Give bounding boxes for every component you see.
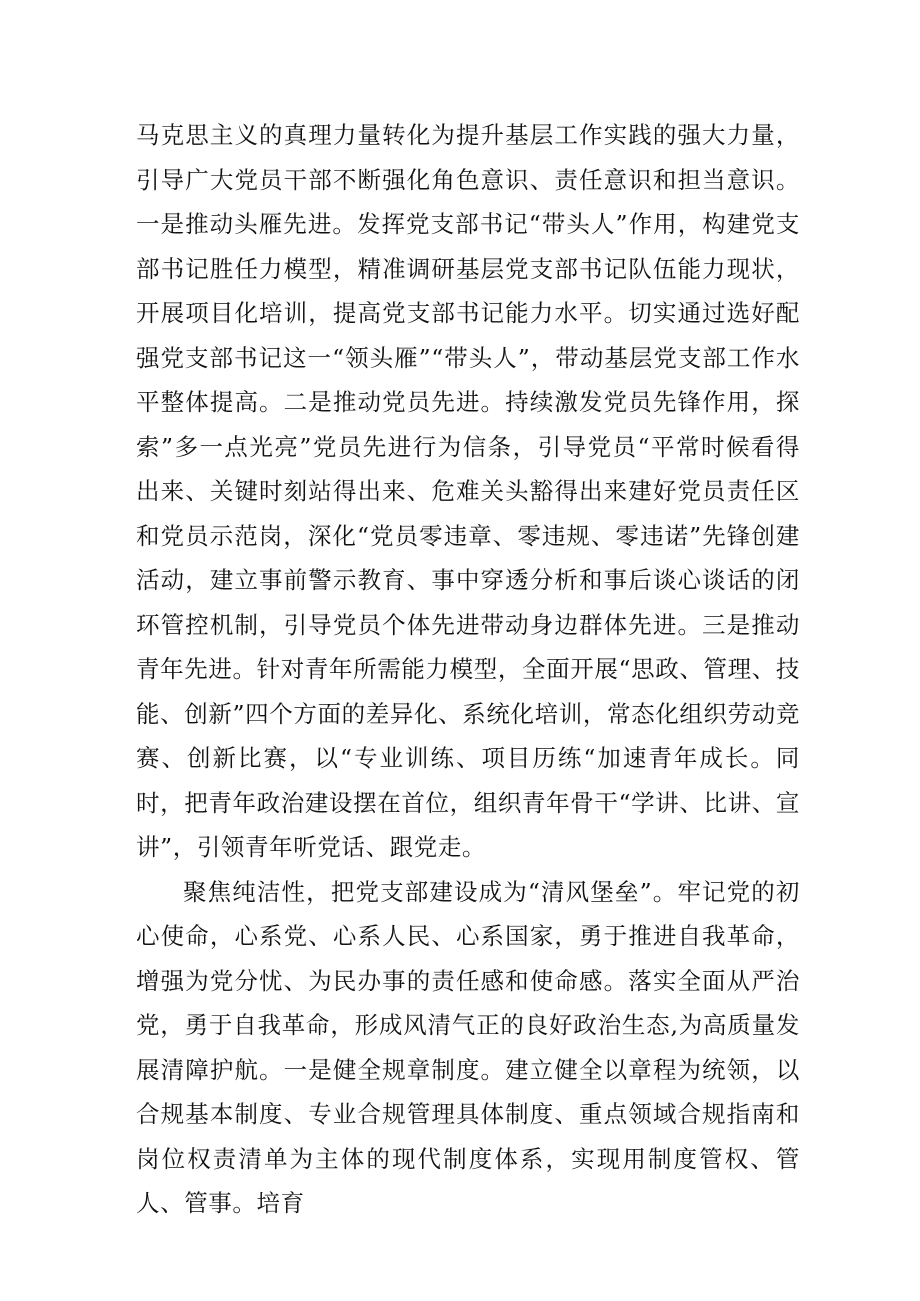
body-paragraph-1: 马克思主义的真理力量转化为提升基层工作实践的强大力量，引导广大党员干部不断强化角色意识、责任意识和担当意识。一是推动头雁先进。发挥党支部书记“带头人”作用，构建党支部书记胜任力模型，精准调研基层党支部书记队伍能力现状，开展项目化培训，提高党支部书记能力水平。切实通过选好配强党支部书记这一“领头雁”“带头人”，带动基层党支部工作水平整体提高。二是推动党员先进。持续激发党员先锋作用，探索”多一点光亮”党员先进行为信条，引导党员“平常时候看得出来、关键时刻站得出来、危难关头豁得出来建好党员责任区和党员示范岗，深化“党员零违章、零违规、零违诺”先锋创建活动，建立事前警示教育、事中穿透分析和事后谈心谈话的闭环管控机制，引导党员个体先进带动身边群体先进。三是推动青年先进。针对青年所需能力模型，全面开展“思政、管理、技能、创新”四个方面的差异化、系统化培训，常态化组织劳动竞赛、创新比赛，以“专业训练、项目历练“加速青年成长。同时，把青年政治建设摆在首位，组织青年骨干“学讲、比讲、宣讲”，引领青年听党话、跟党走。 — [136, 121, 800, 861]
body-paragraph-2: 聚焦纯洁性，把党支部建设成为“清风堡垒”。牢记党的初心使命，心系党、心系人民、心系国家，勇于推进自我革命，增强为党分忧、为民办事的责任感和使命感。落实全面从严治党，勇于自我革命，形成风清气正的良好政治生态,为高质量发展清障护航。一是健全规章制度。建立健全以章程为统领，以合规基本制度、专业合规管理具体制度、重点领域合规指南和岗位权责清单为主体的现代制度体系，实现用制度管权、管人、管事。培育 — [136, 877, 800, 1217]
